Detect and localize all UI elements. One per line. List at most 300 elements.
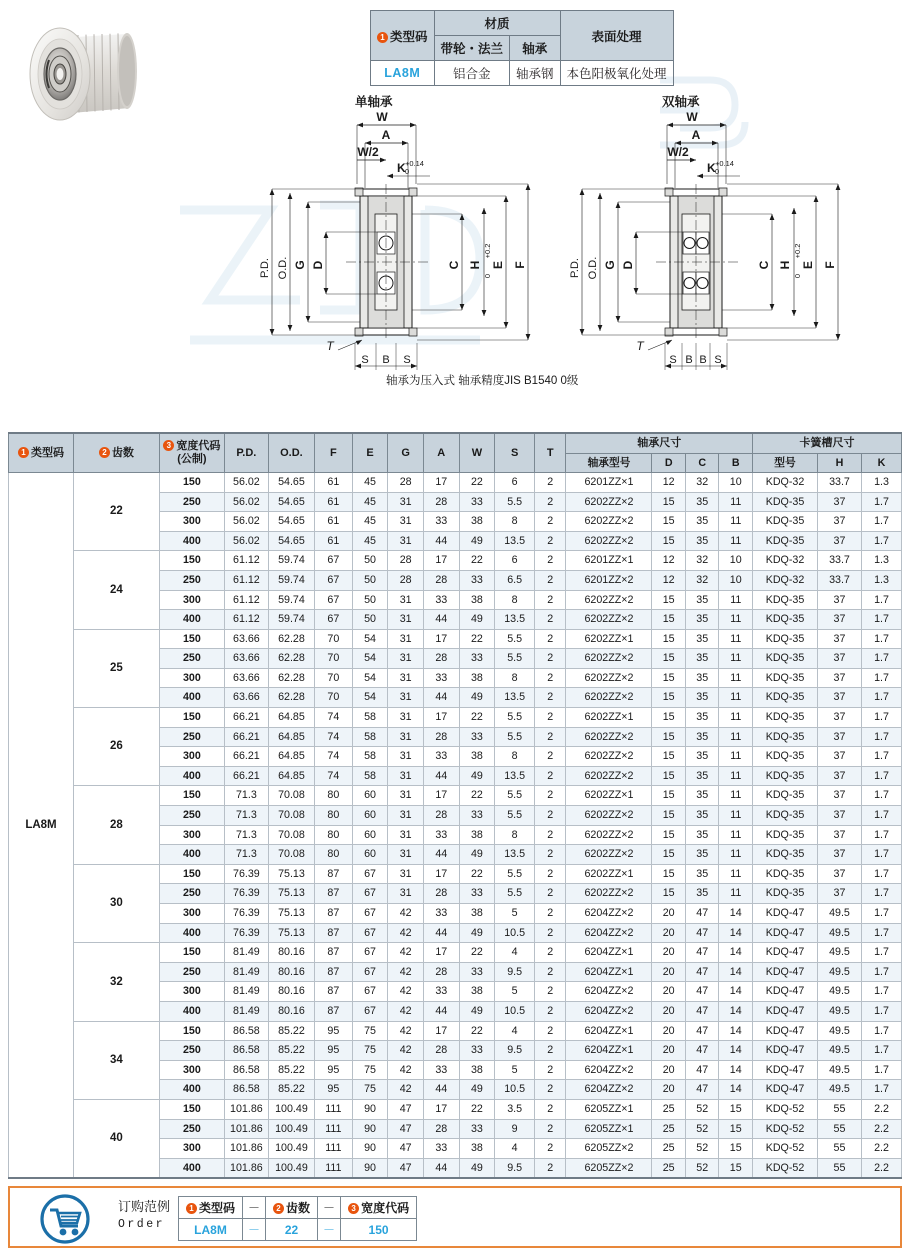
cell-snap-model: KDQ-35 (753, 590, 818, 610)
cell-s: 10.5 (495, 1001, 535, 1021)
cell-s: 5 (495, 1060, 535, 1080)
cell-a: 17 (423, 864, 459, 884)
cell-snap-k: 1.7 (862, 590, 902, 610)
cell-pd: 61.12 (224, 551, 268, 571)
cell-width-code: 300 (159, 825, 224, 845)
cell-width-code: 150 (159, 551, 224, 571)
cell-pd: 81.49 (224, 943, 268, 963)
cell-bearing-b: 11 (719, 747, 753, 767)
cell-od: 85.22 (268, 1080, 314, 1100)
cell-s: 10.5 (495, 1080, 535, 1100)
cell-g: 42 (388, 1041, 424, 1061)
cell-width-code: 250 (159, 1041, 224, 1061)
svg-text:0: 0 (405, 167, 410, 176)
cell-od: 75.13 (268, 923, 314, 943)
cell-bearing-d: 15 (652, 884, 686, 904)
cell-e: 54 (352, 668, 388, 688)
cell-snap-model: KDQ-35 (753, 688, 818, 708)
cell-od: 64.85 (268, 708, 314, 728)
cell-snap-model: KDQ-52 (753, 1119, 818, 1139)
cell-a: 44 (423, 923, 459, 943)
cell-pd: 63.66 (224, 688, 268, 708)
cell-e: 60 (352, 786, 388, 806)
cell-bearing-d: 15 (652, 610, 686, 630)
cell-e: 58 (352, 727, 388, 747)
cell-snap-k: 1.7 (862, 923, 902, 943)
cell-t: 2 (535, 766, 566, 786)
cell-s: 8 (495, 825, 535, 845)
cell-a: 28 (423, 570, 459, 590)
cell-snap-h: 49.5 (817, 1041, 861, 1061)
svg-text:+0.14: +0.14 (715, 159, 734, 168)
cell-t: 2 (535, 806, 566, 826)
col-header-typecode-label: 类型码 (30, 446, 64, 459)
cell-bearing-b: 14 (719, 1041, 753, 1061)
cell-bearing-model: 6204ZZ×2 (566, 904, 652, 924)
cell-bearing-b: 11 (719, 688, 753, 708)
cell-s: 5 (495, 904, 535, 924)
cell-w: 22 (459, 629, 495, 649)
svg-text:+0.14: +0.14 (405, 159, 424, 168)
cell-snap-h: 37 (817, 825, 861, 845)
cell-w: 22 (459, 1021, 495, 1041)
cell-width-code: 400 (159, 1080, 224, 1100)
cell-pd: 66.21 (224, 766, 268, 786)
cell-bearing-b: 14 (719, 1001, 753, 1021)
cell-g: 42 (388, 1001, 424, 1021)
cell-snap-h: 37 (817, 649, 861, 669)
cell-s: 9.5 (495, 1041, 535, 1061)
cell-g: 31 (388, 825, 424, 845)
order-header-width-code (341, 1197, 417, 1219)
cell-bearing-c: 35 (685, 688, 719, 708)
badge-2-icon: 2 (99, 447, 110, 458)
cell-pd: 66.21 (224, 747, 268, 767)
cell-bearing-c: 35 (685, 590, 719, 610)
cell-bearing-c: 47 (685, 1021, 719, 1041)
cell-od: 70.08 (268, 825, 314, 845)
cell-pd: 56.02 (224, 492, 268, 512)
cell-pd: 61.12 (224, 610, 268, 630)
material-value-typecode: LA8M (371, 61, 435, 86)
cell-a: 33 (423, 668, 459, 688)
cell-pd: 76.39 (224, 884, 268, 904)
cell-f: 80 (315, 845, 353, 865)
material-header-bearing: 轴承 (510, 36, 561, 61)
svg-text:E: E (801, 260, 815, 270)
cell-snap-k: 1.7 (862, 1060, 902, 1080)
cell-a: 33 (423, 590, 459, 610)
cell-bearing-c: 52 (685, 1139, 719, 1159)
svg-text:S: S (403, 354, 411, 366)
cell-f: 70 (315, 649, 353, 669)
cell-bearing-b: 14 (719, 943, 753, 963)
cell-bearing-b: 11 (719, 864, 753, 884)
cell-snap-k: 1.7 (862, 1080, 902, 1100)
cell-t: 2 (535, 688, 566, 708)
cell-a: 28 (423, 492, 459, 512)
cell-pd: 61.12 (224, 590, 268, 610)
cell-snap-h: 37 (817, 629, 861, 649)
cell-t: 2 (535, 1119, 566, 1139)
cell-a: 33 (423, 825, 459, 845)
cell-f: 74 (315, 747, 353, 767)
cell-snap-k: 1.7 (862, 904, 902, 924)
cell-od: 64.85 (268, 747, 314, 767)
specification-table-wrap (8, 432, 902, 1179)
cell-snap-k: 1.7 (862, 806, 902, 826)
cell-bearing-model: 6204ZZ×1 (566, 962, 652, 982)
cell-pd: 101.86 (224, 1158, 268, 1178)
cell-g: 31 (388, 806, 424, 826)
cell-w: 33 (459, 570, 495, 590)
cell-snap-model: KDQ-35 (753, 512, 818, 532)
table-row (9, 472, 902, 492)
col-header-width-code-label: 宽度代码 (176, 440, 221, 453)
cell-teeth-count: 26 (73, 708, 159, 786)
cell-width-code: 150 (159, 864, 224, 884)
cell-bearing-model: 6202ZZ×1 (566, 629, 652, 649)
cell-w: 33 (459, 962, 495, 982)
cell-t: 2 (535, 943, 566, 963)
cell-teeth-count: 24 (73, 551, 159, 629)
cell-s: 8 (495, 747, 535, 767)
cell-bearing-c: 35 (685, 492, 719, 512)
cell-snap-model: KDQ-47 (753, 923, 818, 943)
cell-pd: 56.02 (224, 512, 268, 532)
order-header-typecode-label: 类型码 (199, 1201, 236, 1215)
cell-pd: 71.3 (224, 845, 268, 865)
col-header-g: G (388, 433, 424, 472)
cell-bearing-d: 20 (652, 982, 686, 1002)
cell-t: 2 (535, 786, 566, 806)
cell-e: 60 (352, 845, 388, 865)
cell-bearing-c: 52 (685, 1119, 719, 1139)
cell-f: 80 (315, 825, 353, 845)
cell-g: 42 (388, 982, 424, 1002)
cell-w: 22 (459, 864, 495, 884)
cell-w: 38 (459, 825, 495, 845)
cell-width-code: 250 (159, 492, 224, 512)
cell-snap-model: KDQ-47 (753, 1021, 818, 1041)
cell-f: 70 (315, 629, 353, 649)
cell-width-code: 150 (159, 1099, 224, 1119)
cell-od: 75.13 (268, 884, 314, 904)
cell-bearing-b: 11 (719, 786, 753, 806)
cell-width-code: 150 (159, 708, 224, 728)
cell-bearing-d: 25 (652, 1119, 686, 1139)
cell-bearing-c: 32 (685, 570, 719, 590)
cell-f: 87 (315, 884, 353, 904)
cell-a: 44 (423, 766, 459, 786)
cell-od: 59.74 (268, 610, 314, 630)
cell-bearing-c: 47 (685, 982, 719, 1002)
cell-teeth-count: 34 (73, 1021, 159, 1099)
cell-w: 33 (459, 1119, 495, 1139)
badge-1-icon: 1 (186, 1203, 197, 1214)
cell-snap-k: 1.7 (862, 825, 902, 845)
cell-width-code: 150 (159, 943, 224, 963)
cell-bearing-b: 11 (719, 806, 753, 826)
cell-bearing-b: 14 (719, 962, 753, 982)
cell-snap-k: 1.3 (862, 472, 902, 492)
cell-bearing-b: 11 (719, 531, 753, 551)
cell-e: 67 (352, 982, 388, 1002)
cell-f: 95 (315, 1060, 353, 1080)
material-header-pulley-flange: 带轮・法兰 (434, 36, 510, 61)
cell-a: 33 (423, 747, 459, 767)
cell-g: 42 (388, 923, 424, 943)
cell-bearing-c: 35 (685, 649, 719, 669)
table-row (9, 943, 902, 963)
cell-a: 17 (423, 708, 459, 728)
cell-e: 75 (352, 1021, 388, 1041)
cell-bearing-model: 6202ZZ×2 (566, 610, 652, 630)
cell-bearing-c: 35 (685, 610, 719, 630)
cell-bearing-d: 25 (652, 1099, 686, 1119)
cell-snap-model: KDQ-35 (753, 884, 818, 904)
svg-text:S: S (714, 354, 722, 366)
cell-s: 5.5 (495, 806, 535, 826)
cell-bearing-c: 35 (685, 629, 719, 649)
cell-e: 60 (352, 825, 388, 845)
svg-text:W: W (686, 110, 698, 124)
cell-f: 87 (315, 1001, 353, 1021)
cell-bearing-d: 15 (652, 492, 686, 512)
cell-snap-k: 1.3 (862, 551, 902, 571)
col-header-e: E (352, 433, 388, 472)
cell-f: 61 (315, 531, 353, 551)
cell-snap-k: 1.7 (862, 610, 902, 630)
cell-snap-model: KDQ-32 (753, 472, 818, 492)
cell-od: 85.22 (268, 1041, 314, 1061)
cell-width-code: 400 (159, 923, 224, 943)
cell-width-code: 300 (159, 668, 224, 688)
cell-g: 42 (388, 1080, 424, 1100)
cell-s: 13.5 (495, 610, 535, 630)
cell-snap-model: KDQ-47 (753, 1041, 818, 1061)
cell-bearing-b: 14 (719, 904, 753, 924)
col-header-snap-h: H (817, 453, 861, 472)
drawing-title-double-bearing: 双轴承 (662, 95, 700, 109)
cell-a: 28 (423, 1041, 459, 1061)
cell-bearing-model: 6205ZZ×2 (566, 1158, 652, 1178)
cell-e: 67 (352, 884, 388, 904)
cell-snap-model: KDQ-35 (753, 806, 818, 826)
cell-w: 49 (459, 1080, 495, 1100)
cell-a: 33 (423, 1060, 459, 1080)
cell-e: 75 (352, 1060, 388, 1080)
col-header-a: A (423, 433, 459, 472)
cell-snap-model: KDQ-47 (753, 1001, 818, 1021)
cell-snap-h: 37 (817, 766, 861, 786)
cell-t: 2 (535, 747, 566, 767)
cell-bearing-c: 47 (685, 1001, 719, 1021)
cell-f: 95 (315, 1021, 353, 1041)
cell-od: 100.49 (268, 1139, 314, 1159)
cell-teeth-count: 28 (73, 786, 159, 864)
cell-bearing-b: 10 (719, 551, 753, 571)
cell-bearing-d: 20 (652, 1060, 686, 1080)
svg-text:B: B (685, 354, 693, 366)
col-header-typecode (9, 433, 74, 472)
cell-width-code: 150 (159, 786, 224, 806)
cell-snap-k: 1.7 (862, 884, 902, 904)
cell-e: 58 (352, 766, 388, 786)
cell-snap-h: 37 (817, 688, 861, 708)
cell-a: 44 (423, 1001, 459, 1021)
cell-snap-h: 49.5 (817, 1060, 861, 1080)
cell-snap-model: KDQ-47 (753, 962, 818, 982)
cell-g: 31 (388, 629, 424, 649)
cell-g: 31 (388, 512, 424, 532)
cell-pd: 81.49 (224, 962, 268, 982)
cell-t: 2 (535, 472, 566, 492)
cell-w: 33 (459, 806, 495, 826)
cell-snap-h: 37 (817, 492, 861, 512)
cell-od: 64.85 (268, 766, 314, 786)
cell-a: 17 (423, 551, 459, 571)
cell-width-code: 400 (159, 610, 224, 630)
cell-pd: 101.86 (224, 1119, 268, 1139)
cell-t: 2 (535, 845, 566, 865)
cell-bearing-b: 11 (719, 708, 753, 728)
cell-snap-h: 37 (817, 590, 861, 610)
svg-text:T: T (326, 339, 334, 353)
cell-t: 2 (535, 1139, 566, 1159)
cell-snap-h: 55 (817, 1139, 861, 1159)
cell-od: 85.22 (268, 1021, 314, 1041)
svg-text:E: E (491, 260, 505, 270)
cell-a: 17 (423, 629, 459, 649)
cell-e: 50 (352, 610, 388, 630)
cell-a: 44 (423, 688, 459, 708)
order-header-typecode (179, 1197, 243, 1219)
cell-snap-k: 1.7 (862, 512, 902, 532)
cell-bearing-d: 12 (652, 570, 686, 590)
cell-bearing-model: 6204ZZ×2 (566, 982, 652, 1002)
cell-g: 31 (388, 492, 424, 512)
cell-e: 67 (352, 923, 388, 943)
cell-w: 38 (459, 1139, 495, 1159)
cell-width-code: 250 (159, 806, 224, 826)
cell-bearing-b: 10 (719, 570, 753, 590)
order-value-sep-2: － (318, 1219, 341, 1241)
cell-w: 38 (459, 668, 495, 688)
svg-text:+0.2: +0.2 (483, 243, 492, 259)
cell-snap-model: KDQ-52 (753, 1099, 818, 1119)
cell-e: 67 (352, 1001, 388, 1021)
cell-g: 31 (388, 590, 424, 610)
cell-w: 38 (459, 590, 495, 610)
cell-e: 50 (352, 570, 388, 590)
material-header-material: 材质 (434, 11, 560, 36)
cell-e: 75 (352, 1080, 388, 1100)
cell-teeth-count: 40 (73, 1099, 159, 1178)
col-header-bearing-b: B (719, 453, 753, 472)
cell-bearing-c: 35 (685, 845, 719, 865)
cell-a: 44 (423, 610, 459, 630)
cell-teeth-count: 25 (73, 629, 159, 707)
cell-a: 28 (423, 962, 459, 982)
cell-pd: 101.86 (224, 1099, 268, 1119)
svg-text:B: B (699, 354, 707, 366)
cell-g: 31 (388, 747, 424, 767)
top-section (0, 0, 910, 425)
cell-w: 33 (459, 649, 495, 669)
col-header-bearing-d: D (652, 453, 686, 472)
table-row (9, 629, 902, 649)
cell-snap-h: 37 (817, 512, 861, 532)
cell-snap-k: 1.7 (862, 531, 902, 551)
order-value-width-code: 150 (341, 1219, 417, 1241)
cell-snap-k: 2.2 (862, 1158, 902, 1178)
cell-e: 90 (352, 1119, 388, 1139)
cell-bearing-c: 47 (685, 1041, 719, 1061)
badge-3-icon: 3 (348, 1203, 359, 1214)
cell-bearing-d: 20 (652, 1021, 686, 1041)
cell-width-code: 250 (159, 884, 224, 904)
cell-bearing-d: 25 (652, 1139, 686, 1159)
table-row (9, 708, 902, 728)
col-header-snap-model: 型号 (753, 453, 818, 472)
cell-snap-model: KDQ-32 (753, 551, 818, 571)
cell-pd: 63.66 (224, 668, 268, 688)
cell-g: 47 (388, 1139, 424, 1159)
cell-f: 111 (315, 1099, 353, 1119)
cell-bearing-d: 15 (652, 512, 686, 532)
cell-w: 49 (459, 923, 495, 943)
col-header-snap-k: K (862, 453, 902, 472)
cell-bearing-model: 6202ZZ×2 (566, 688, 652, 708)
cell-teeth-count: 32 (73, 943, 159, 1021)
cell-w: 49 (459, 845, 495, 865)
drawing-single-bearing (259, 110, 530, 370)
order-sep-1: － (243, 1197, 266, 1219)
order-header-teeth-label: 齿数 (286, 1201, 311, 1215)
svg-text:P.D.: P.D. (569, 258, 581, 278)
cell-t: 2 (535, 727, 566, 747)
cell-od: 59.74 (268, 590, 314, 610)
specification-table (8, 432, 902, 1179)
order-label (118, 1198, 170, 1234)
cell-w: 38 (459, 1060, 495, 1080)
cell-snap-k: 1.7 (862, 747, 902, 767)
cell-pd: 76.39 (224, 904, 268, 924)
cell-od: 70.08 (268, 806, 314, 826)
cell-bearing-c: 35 (685, 727, 719, 747)
svg-text:T: T (636, 339, 644, 353)
cell-teeth-count: 30 (73, 864, 159, 942)
cell-bearing-model: 6204ZZ×1 (566, 943, 652, 963)
cell-snap-model: KDQ-35 (753, 845, 818, 865)
cell-snap-h: 33.7 (817, 570, 861, 590)
cell-width-code: 400 (159, 845, 224, 865)
cell-s: 6 (495, 472, 535, 492)
cell-e: 67 (352, 962, 388, 982)
cell-teeth-count: 22 (73, 472, 159, 550)
cell-bearing-b: 11 (719, 766, 753, 786)
cell-e: 50 (352, 590, 388, 610)
cell-snap-h: 49.5 (817, 1080, 861, 1100)
cell-t: 2 (535, 962, 566, 982)
col-header-width-code (159, 433, 224, 472)
cell-snap-h: 37 (817, 786, 861, 806)
cell-w: 38 (459, 512, 495, 532)
cell-bearing-b: 14 (719, 1060, 753, 1080)
cell-snap-model: KDQ-35 (753, 492, 818, 512)
col-header-od: O.D. (268, 433, 314, 472)
